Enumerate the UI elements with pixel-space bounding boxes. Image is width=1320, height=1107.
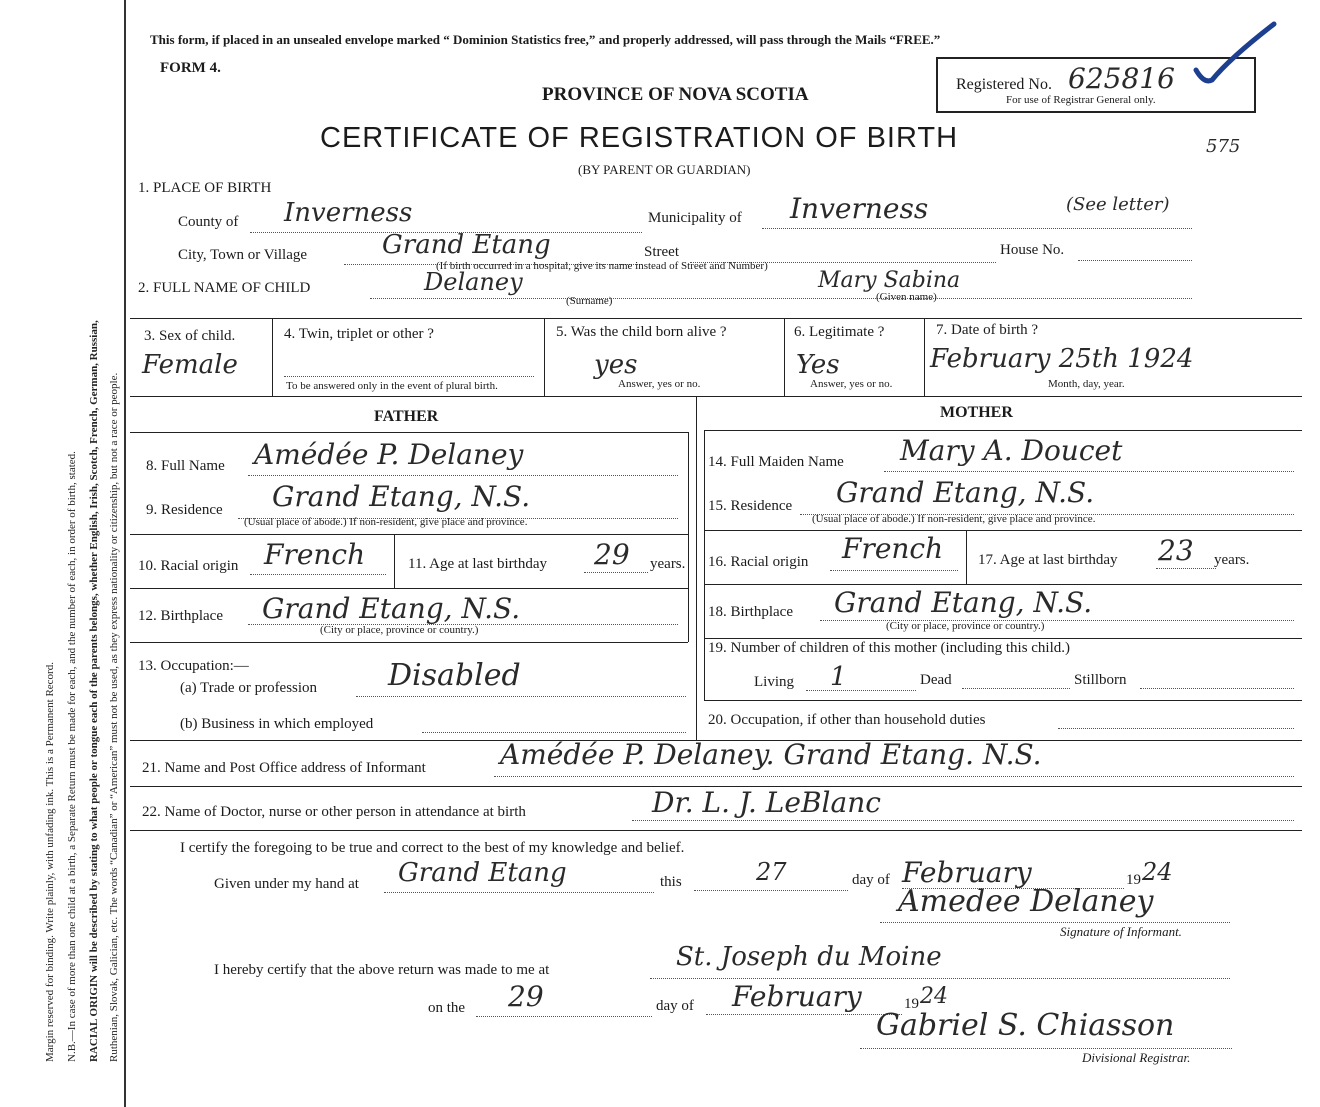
day-of-label: day of xyxy=(852,872,890,888)
given-day-value: 27 xyxy=(756,858,787,886)
mother-name-label: 14. Full Maiden Name xyxy=(708,454,844,470)
mother-birthplace-value: Grand Etang, N.S. xyxy=(834,586,1093,619)
parents-divider xyxy=(696,396,697,740)
registered-label: Registered No. xyxy=(956,76,1052,93)
dob-value: February 25th 1924 xyxy=(930,344,1194,374)
legitimate-note: Answer, yes or no. xyxy=(810,378,893,390)
municipality-value: Inverness xyxy=(790,192,929,225)
house-label: House No. xyxy=(1000,242,1065,258)
legitimate-label: 6. Legitimate ? xyxy=(794,324,885,340)
informant-bottom-border xyxy=(130,830,1302,831)
registrar-use-note: For use of Registrar General only. xyxy=(1006,94,1156,106)
hospital-note: (If birth occurred in a hospital, give its name instead of Street and Number) xyxy=(436,260,768,272)
dob-note: Month, day, year. xyxy=(1048,378,1125,390)
this-label: this xyxy=(660,874,682,890)
margin-rule xyxy=(124,0,126,1107)
registrar-signature-label: Divisional Registrar. xyxy=(1082,1050,1191,1065)
certificate-title: CERTIFICATE OF REGISTRATION OF BIRTH xyxy=(320,122,959,154)
row3-top-border xyxy=(130,318,1302,319)
father-birthplace-note: (City or place, province or country.) xyxy=(320,624,479,636)
registered-number: 625816 xyxy=(1068,62,1175,95)
on-the-label: on the xyxy=(428,1000,466,1016)
sex-label: 3. Sex of child. xyxy=(144,328,236,344)
alive-note: Answer, yes or no. xyxy=(618,378,701,390)
mother-residence-value: Grand Etang, N.S. xyxy=(836,476,1095,509)
mother-age-years: years. xyxy=(1214,552,1250,568)
mother-birthplace-label: 18. Birthplace xyxy=(708,604,793,620)
doctor-label: 22. Name of Doctor, nurse or other person in attendance at birth xyxy=(142,804,526,820)
legitimate-value: Yes xyxy=(796,350,840,380)
stillborn-label: Stillborn xyxy=(1074,672,1127,688)
business-label: (b) Business in which employed xyxy=(180,716,374,732)
given-label: Given under my hand at xyxy=(214,876,359,892)
twin-label: 4. Twin, triplet or other ? xyxy=(284,326,434,342)
child-name-label: 2. FULL NAME OF CHILD xyxy=(138,280,311,296)
county-value: Inverness xyxy=(284,198,413,228)
dob-label: 7. Date of birth ? xyxy=(936,322,1039,338)
mother-residence-note: (Usual place of abode.) If non-resident, give place and province. xyxy=(812,513,1096,525)
form-number: FORM 4. xyxy=(160,60,221,76)
mother-age-value: 23 xyxy=(1158,534,1194,567)
registrar-month-value: February xyxy=(732,980,862,1013)
living-value: 1 xyxy=(830,662,847,692)
margin-note-multiple-births: N.B.—In case of more than one child at a birth, a Separate Return must be made for each, and the number of each, in order of birth, stated. xyxy=(66,451,78,1062)
father-residence-note: (Usual place of abode.) If non-resident, give place and province. xyxy=(244,516,528,528)
given-month-value: February xyxy=(902,856,1032,889)
registrar-day-value: 29 xyxy=(508,980,544,1013)
given-place-value: Grand Etang xyxy=(398,858,567,888)
city-value: Grand Etang xyxy=(382,230,551,260)
corner-mark: 575 xyxy=(1206,136,1241,157)
margin-note-racial-origin-cont: Ruthenian, Slovak, Galician, etc. The words “Canadian” or “American” must not be used, as they express nationality or citizenship, but not a race or people. xyxy=(108,372,120,1062)
registrar-day-of-label: day of xyxy=(656,998,694,1014)
father-name-value: Amédée P. Delaney xyxy=(254,438,524,471)
father-name-label: 8. Full Name xyxy=(146,458,225,474)
place-of-birth-label: 1. PLACE OF BIRTH xyxy=(138,180,272,196)
father-age-years: years. xyxy=(650,556,686,572)
mail-notice: This form, if placed in an unsealed envelope marked “ Dominion Statistics free,” and properly addressed, will pass through the Mails “FREE.” xyxy=(150,32,941,47)
twin-note: To be answered only in the event of plural birth. xyxy=(286,380,498,392)
row3-bottom-border xyxy=(130,396,1302,397)
children-count-label: 19. Number of children of this mother (including this child.) xyxy=(708,640,1071,656)
child-given-value: Mary Sabina xyxy=(818,268,961,293)
alive-label: 5. Was the child born alive ? xyxy=(556,324,727,340)
mother-occupation-label: 20. Occupation, if other than household duties xyxy=(708,712,986,728)
trade-label: (a) Trade or profession xyxy=(180,680,318,696)
father-birthplace-label: 12. Birthplace xyxy=(138,608,223,624)
margin-note-racial-origin: RACIAL ORIGIN will be described by stating to what people or tongue each of the parents belongs, whether English, Irish, Scotch, French, German, Russian, xyxy=(88,320,100,1062)
registrar-statement: I hereby certify that the above return was made to me at xyxy=(214,962,550,978)
street-label: Street xyxy=(644,244,679,260)
father-race-label: 10. Racial origin xyxy=(138,558,239,574)
father-residence-label: 9. Residence xyxy=(146,502,223,518)
margin-note-binding: Margin reserved for binding. Write plainly, with unfading ink. This is a Permanent Record. xyxy=(44,662,56,1062)
living-label: Living xyxy=(754,674,794,690)
registrar-year-prefix: 19 xyxy=(904,996,919,1012)
informant-signature: Amedee Delaney xyxy=(898,884,1154,919)
trade-value: Disabled xyxy=(388,658,521,693)
mother-name-value: Mary A. Doucet xyxy=(900,434,1123,467)
sex-value: Female xyxy=(142,350,238,380)
informant-label: 21. Name and Post Office address of Informant xyxy=(142,760,426,776)
province-heading: PROVINCE OF NOVA SCOTIA xyxy=(542,84,809,105)
registrar-signature: Gabriel S. Chiasson xyxy=(876,1008,1175,1043)
father-occupation-label: 13. Occupation:— xyxy=(138,658,249,674)
dead-label: Dead xyxy=(920,672,952,688)
municipality-label: Municipality of xyxy=(648,210,742,226)
registrar-place-value: St. Joseph du Moine xyxy=(676,942,942,972)
surname-label: (Surname) xyxy=(566,295,613,307)
mother-residence-label: 15. Residence xyxy=(708,498,793,514)
doctor-value: Dr. L. J. LeBlanc xyxy=(652,786,881,819)
father-age-value: 29 xyxy=(594,538,630,571)
municipality-note: (See letter) xyxy=(1066,194,1170,215)
child-surname-value: Delaney xyxy=(424,268,523,296)
county-label: County of xyxy=(178,214,239,230)
mother-birthplace-note: (City or place, province or country.) xyxy=(886,620,1045,632)
informant-value: Amédée P. Delaney. Grand Etang. N.S. xyxy=(500,738,1042,771)
given-name-label: (Given name) xyxy=(876,291,937,303)
father-heading: FATHER xyxy=(374,408,439,425)
certificate-subtitle: (BY PARENT OR GUARDIAN) xyxy=(578,162,751,177)
registrar-year-value: 24 xyxy=(920,984,948,1009)
father-birthplace-value: Grand Etang, N.S. xyxy=(262,592,521,625)
mother-heading: MOTHER xyxy=(940,404,1013,421)
alive-value: yes xyxy=(594,350,638,380)
checkmark-icon xyxy=(1190,18,1280,98)
mother-race-label: 16. Racial origin xyxy=(708,554,809,570)
given-year-value: 24 xyxy=(1142,858,1173,886)
given-year-prefix: 19 xyxy=(1126,872,1141,888)
mother-race-value: French xyxy=(842,532,944,565)
certify-statement: I certify the foregoing to be true and correct to the best of my knowledge and belief. xyxy=(180,840,685,856)
father-residence-value: Grand Etang, N.S. xyxy=(272,480,531,513)
city-label: City, Town or Village xyxy=(178,247,308,263)
father-age-label: 11. Age at last birthday xyxy=(408,556,547,572)
informant-signature-label: Signature of Informant. xyxy=(1060,924,1182,939)
mother-age-label: 17. Age at last birthday xyxy=(978,552,1118,568)
father-race-value: French xyxy=(264,538,366,571)
